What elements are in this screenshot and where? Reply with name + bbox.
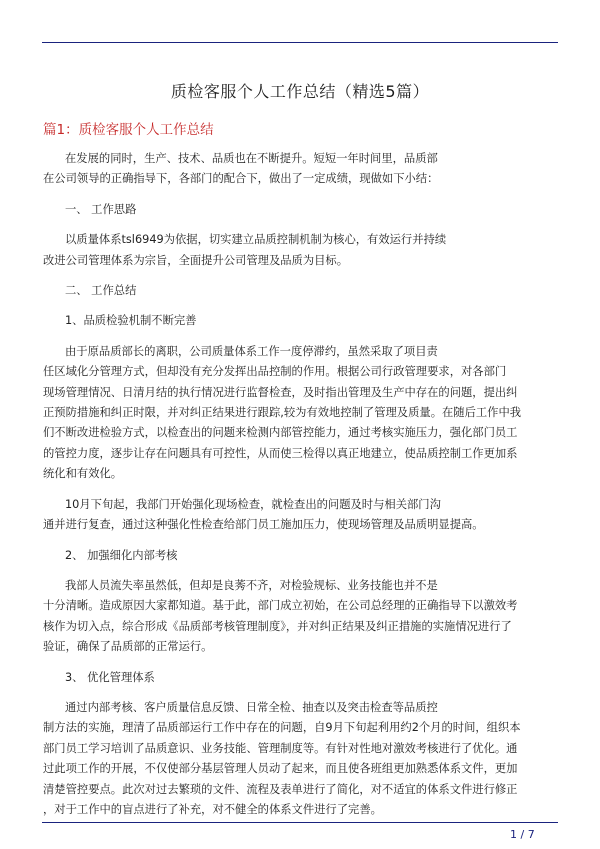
text-line: 过此项工作的开展，不仅使部分基层管理人员动了起来，而且使各班组更加熟悉体系文件，更加 bbox=[43, 762, 518, 776]
text-line: 们不断改进检验方式，以检查出的问题来检测内部管控能力，通过考核实施压力，强化部门员工 bbox=[43, 426, 518, 440]
text-line: 通过内部考核、客户质量信息反馈、日常全检、抽查以及突击检查等品质控 bbox=[65, 700, 438, 714]
text-line: 任区域化分管理方式，但却没有充分发挥出品控制的作用。根据公司行政管理要求，对各部门 bbox=[43, 365, 507, 379]
heading-work-approach bbox=[43, 200, 557, 220]
heading-management-system bbox=[43, 668, 557, 688]
text-line: 核作为切入点，综合形成《品质部考核管理制度》，并对纠正结果及纠正措施的实施情况进行了 bbox=[43, 619, 512, 633]
text-line: 在公司领导的正确指导下，各部门的配合下，做出了一定成绩，现做如下小结： bbox=[43, 172, 439, 186]
paragraph-inspection bbox=[43, 342, 557, 485]
text-line: 10月下旬起，我部门开始强化现场检查，就检查出的问题及时与相关部门沟 bbox=[65, 497, 441, 511]
text-line: ，对于工作中的盲点进行了补充，对不健全的体系文件进行了完善。 bbox=[43, 802, 382, 816]
text-line: 3、 优化管理体系 bbox=[65, 670, 155, 684]
text-line: 二、 工作总结 bbox=[65, 284, 137, 298]
document-body bbox=[43, 149, 557, 820]
header-rule bbox=[42, 42, 558, 43]
text-line: 验证，确保了品质部的正常运行。 bbox=[43, 640, 213, 654]
paragraph-approach bbox=[43, 230, 557, 271]
text-line: 的管控力度，逐步让存在问题具有可控性，从而使三检得以真正地建立，使品质控制工作更加系 bbox=[43, 446, 518, 460]
heading-internal-assessment bbox=[43, 546, 557, 566]
text-line: 统化和有效化。 bbox=[43, 467, 123, 481]
page-number: 1 / 7 bbox=[510, 828, 535, 841]
text-line: 制方法的实施，理清了品质部运行工作中存在的问题，自9月下旬起利用约2个月的时间，组织本 bbox=[43, 721, 521, 735]
paragraph-intro bbox=[43, 149, 557, 190]
text-line: 1、品质检验机制不断完善 bbox=[65, 314, 197, 328]
text-line: 通并进行复查，通过这种强化性检查给部门员工施加压力，使现场管理及品质明显提高。 bbox=[43, 518, 484, 532]
page-title: 质检客服个人工作总结（精选5篇） bbox=[170, 82, 430, 101]
paragraph-october bbox=[43, 495, 557, 536]
section-heading: 篇1：质检客服个人工作总结 bbox=[43, 122, 214, 138]
text-line: 一、 工作思路 bbox=[65, 202, 137, 216]
text-line: 现场管理情况、日清月结的执行情况进行监督检查，及时指出管理及生产中存在的问题，提出纠 bbox=[43, 385, 518, 399]
text-line: 2、 加强细化内部考核 bbox=[65, 548, 178, 562]
heading-inspection-mechanism bbox=[43, 311, 557, 331]
footer-rule bbox=[42, 822, 558, 823]
text-line: 部门员工学习培训了品质意识、业务技能、管理制度等。有针对性地对激效考核进行了优化。通 bbox=[43, 741, 518, 755]
paragraph-assessment bbox=[43, 576, 557, 658]
text-line: 由于原品质部长的离职，公司质量体系工作一度停滞约，虽然采取了项目责 bbox=[65, 344, 438, 358]
text-line: 改进公司管理体系为宗旨，全面提升公司管理及品质为目标。 bbox=[43, 253, 349, 267]
text-line: 清楚管控要点。此次对过去繁琐的文件、流程及表单进行了简化，对不适宜的体系文件进行修正 bbox=[43, 782, 518, 796]
text-line: 十分清晰。造成原因大家都知道。基于此，部门成立初始，在公司总经理的正确指导下以激效考 bbox=[43, 599, 518, 613]
text-line: 在发展的同时，生产、技术、品质也在不断提升。短短一年时间里，品质部 bbox=[65, 152, 438, 165]
text-line: 以质量体系tsl6949为依据，切实建立品质控制机制为核心，有效运行并持续 bbox=[65, 233, 447, 247]
text-line: 正预防措施和纠正时限，并对纠正结果进行跟踪,较为有效地控制了管理及质量。在随后工作中我 bbox=[43, 406, 522, 420]
text-line: 我部人员流失率虽然低，但却是良莠不齐，对检验规标、业务技能也并不是 bbox=[65, 578, 438, 592]
heading-work-summary bbox=[43, 281, 557, 301]
paragraph-management bbox=[43, 698, 557, 820]
